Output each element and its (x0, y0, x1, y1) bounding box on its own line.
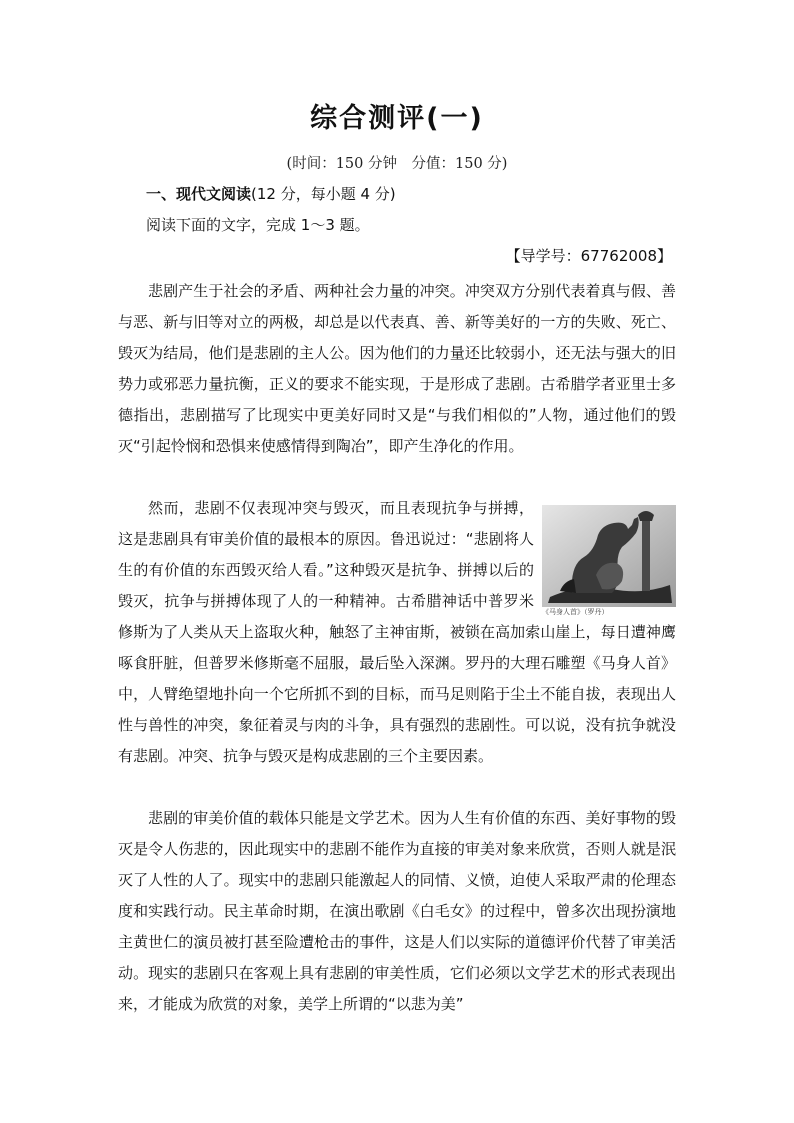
guide-number: 【导学号：67762008】 (505, 247, 672, 265)
passage-paragraph-1 (118, 276, 676, 462)
figure-caption: 《马身人首》（罗丹） (542, 608, 609, 616)
passage-paragraph-3 (118, 803, 676, 1020)
page-title: 综合测评(一) (310, 103, 484, 134)
sculpture-figure (542, 505, 676, 617)
paragraph-text: 然而，悲剧不仅表现冲突与毁灭，而且表现抗争与拼搏，这是悲剧具有审美价值的最根本的原因。鲁迅说过：“悲剧将人生的有价值的东西毁灭给人看。”这种毁灭是抗争、拼搏以后的毁灭，抗争与拼搏体现了人的一种精神。古希腊神话中普罗米修斯为了人类从天上盗取火种，触怒了主神宙斯，被锁在高加索山崖上，每日遭神鹰啄食肝脏，但普罗米修斯毫不屈服，最后坠入深渊。罗丹的大理石雕塑《马身人首》中，人臂绝望地扑向一个它所抓不到的目标，而马足则陷于尘土不能自拔，表现出人性与兽性的冲突，象征着灵与肉的斗争，具有强烈的悲剧性。可以说，没有抗争就没有悲剧。冲突、抗争与毁灭是构成悲剧的三个主要因素。 (118, 499, 676, 765)
section-heading-label: 一、现代文阅读 (146, 185, 252, 203)
passage-paragraph-2 (118, 493, 676, 772)
paragraph-text: 悲剧的审美价值的载体只能是文学艺术。因为人生有价值的东西、美好事物的毁灭是令人伤悲的，因此现实中的悲剧不能作为直接的审美对象来欣赏，否则人就是泯灭了人性的人了。现实中的悲剧只能激起人的同情、义愤，迫使人采取严肃的伦理态度和实践行动。民主革命时期，在演出歌剧《白毛女》的过程中，曾多次出现扮演地主黄世仁的演员被打甚至险遭枪击的事件，这是人们以实际的道德评价代替了审美活动。现实的悲剧只在客观上具有悲剧的审美性质，它们必须以文学艺术的形式表现出来，才能成为欣赏的对象，美学上所谓的“以悲为美” (118, 809, 676, 1013)
section-heading (146, 183, 396, 204)
sculpture-photo-icon (542, 505, 676, 607)
exam-time-score: (时间：150 分钟 分值：150 分) (286, 156, 508, 172)
section-instruction: 阅读下面的文字，完成 1～3 题。 (146, 216, 370, 234)
section-score: (12 分，每小题 4 分) (251, 185, 396, 203)
paragraph-text: 悲剧产生于社会的矛盾、两种社会力量的冲突。冲突双方分别代表着真与假、善与恶、新与旧等对立的两极，却总是以代表真、善、新等美好的一方的失败、死亡、毁灭为结局，他们是悲剧的主人公。因为他们的力量还比较弱小，还无法与强大的旧势力或邪恶力量抗衡，正义的要求不能实现，于是形成了悲剧。古希腊学者亚里士多德指出，悲剧描写了比现实中更美好同时又是“与我们相似的”人物，通过他们的毁灭“引起怜悯和恐惧来使感情得到陶冶”，即产生净化的作用。 (118, 282, 676, 455)
